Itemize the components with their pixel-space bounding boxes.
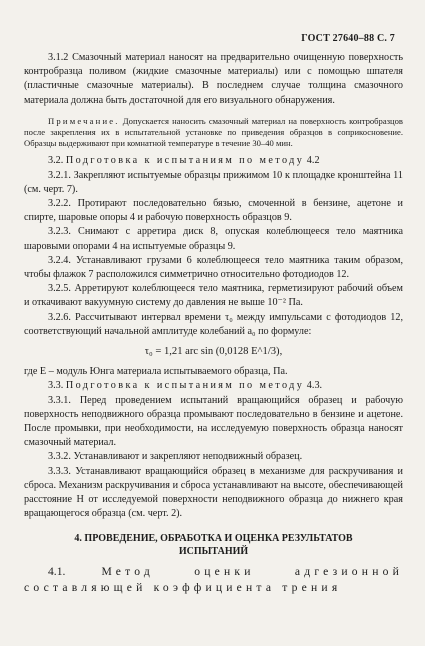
- section-ref: 4.2: [304, 155, 320, 167]
- formula-explanation: где E – модуль Юнга материала испытываемого образца, Па.: [24, 366, 288, 378]
- paragraph-3-2-1: 3.2.1. Закрепляют испытуемые образцы прижимом 10 к площадке кронштейна 11 (см. черт. 7).: [24, 169, 403, 195]
- section-ref: 4.3.: [304, 380, 323, 392]
- document-body: [24, 51, 403, 596]
- section-number: 3.3.: [48, 380, 66, 392]
- section-3-2-heading: [24, 154, 403, 168]
- paragraph-3-3-1: 3.3.1. Перед проведением испытаний вращающийся образец и рабочую поверхность неподвижного образца промывают последовательно в бензине и ацетоне. После промывки, при необходимости, на исследуемую поверхность образца наносят смазочный материал.: [24, 394, 403, 449]
- section-3-3-heading: [24, 379, 403, 393]
- formula: τ₀ = 1,21 arc sin (0,0128 E^1/3),: [144, 346, 283, 358]
- page-header: ГОСТ 27640–88 С. 7: [301, 33, 395, 44]
- paragraph-3-2-4: 3.2.4. Устанавливают грузами 6 колеблющееся тело маятника таким образом, чтобы флажок 7 расположился симметрично относительно фотодиодов 12.: [24, 254, 403, 281]
- section-title: Подготовка к испытаниям по методу: [65, 380, 305, 392]
- section-number: 4.1.: [48, 564, 102, 578]
- note: [24, 116, 403, 150]
- paragraph-3-2-5: 3.2.5. Арретируют колеблющееся тело маятника, герметизируют рабочий объем и откачивают вакуумную систему до давления не выше 10⁻² Па.: [24, 283, 403, 309]
- section-number: 3.2.: [48, 155, 66, 167]
- section-4-1-heading: [24, 564, 403, 596]
- paragraph-3-2-3: 3.2.3. Снимают с арретира диск 8, опуская колеблющееся тело маятника шаровыми опорами 4 на испытуемые образцы 9.: [24, 226, 403, 252]
- note-text: Допускается наносить смазочный материал на поверхность контробразцов после закрепления их в испытательной установке по приведения образцов в соприкосновение. Образцы выдерживают при комнатной температуре в течение 30–40 мин.: [24, 115, 403, 149]
- note-label: Примечание.: [48, 115, 120, 126]
- paragraph-3-3-2: 3.3.2. Устанавливают и закрепляют неподвижный образец.: [48, 451, 303, 463]
- chapter-4-heading: 4. ПРОВЕДЕНИЕ, ОБРАБОТКА И ОЦЕНКА РЕЗУЛЬТАТОВ ИСПЫТАНИЙ: [74, 532, 353, 557]
- paragraph-3-2-6: 3.2.6. Рассчитывают интервал времени τ₀ между импульсами с фотодиодов 12, соответствующий начальной амплитуде колебаний a₀ по формуле:: [24, 311, 403, 337]
- paragraph-3-1-2: 3.1.2 Смазочный материал наносят на предварительно очищенную поверхность контробразца поливом (жидкие смазочные материалы) или с помощью шпателя (пластичные смазочные материалы). В последнем случае толщина смазочного материала должна быть достаточной для его визуального обнаружения.: [24, 52, 403, 106]
- paragraph-3-3-3: 3.3.3. Устанавливают вращающийся образец в механизме для раскручивания и сброса. Механизм раскручивания и сброса устанавливают на высоте, обеспечивающей расстояние H от исследуемой поверхности неподвижного образца до нижнего края вращающегося образца (см. черт. 2).: [24, 465, 403, 520]
- section-title: Подготовка к испытаниям по методу: [65, 155, 305, 167]
- section-title: Метод оценки адгезионной составляющей коэффициента трения: [24, 564, 403, 594]
- paragraph-3-2-2: 3.2.2. Протирают последовательно бязью, смоченной в бензине, ацетоне и спирте, шаровые опоры 4 и рабочую поверхность образцов 9.: [24, 198, 403, 224]
